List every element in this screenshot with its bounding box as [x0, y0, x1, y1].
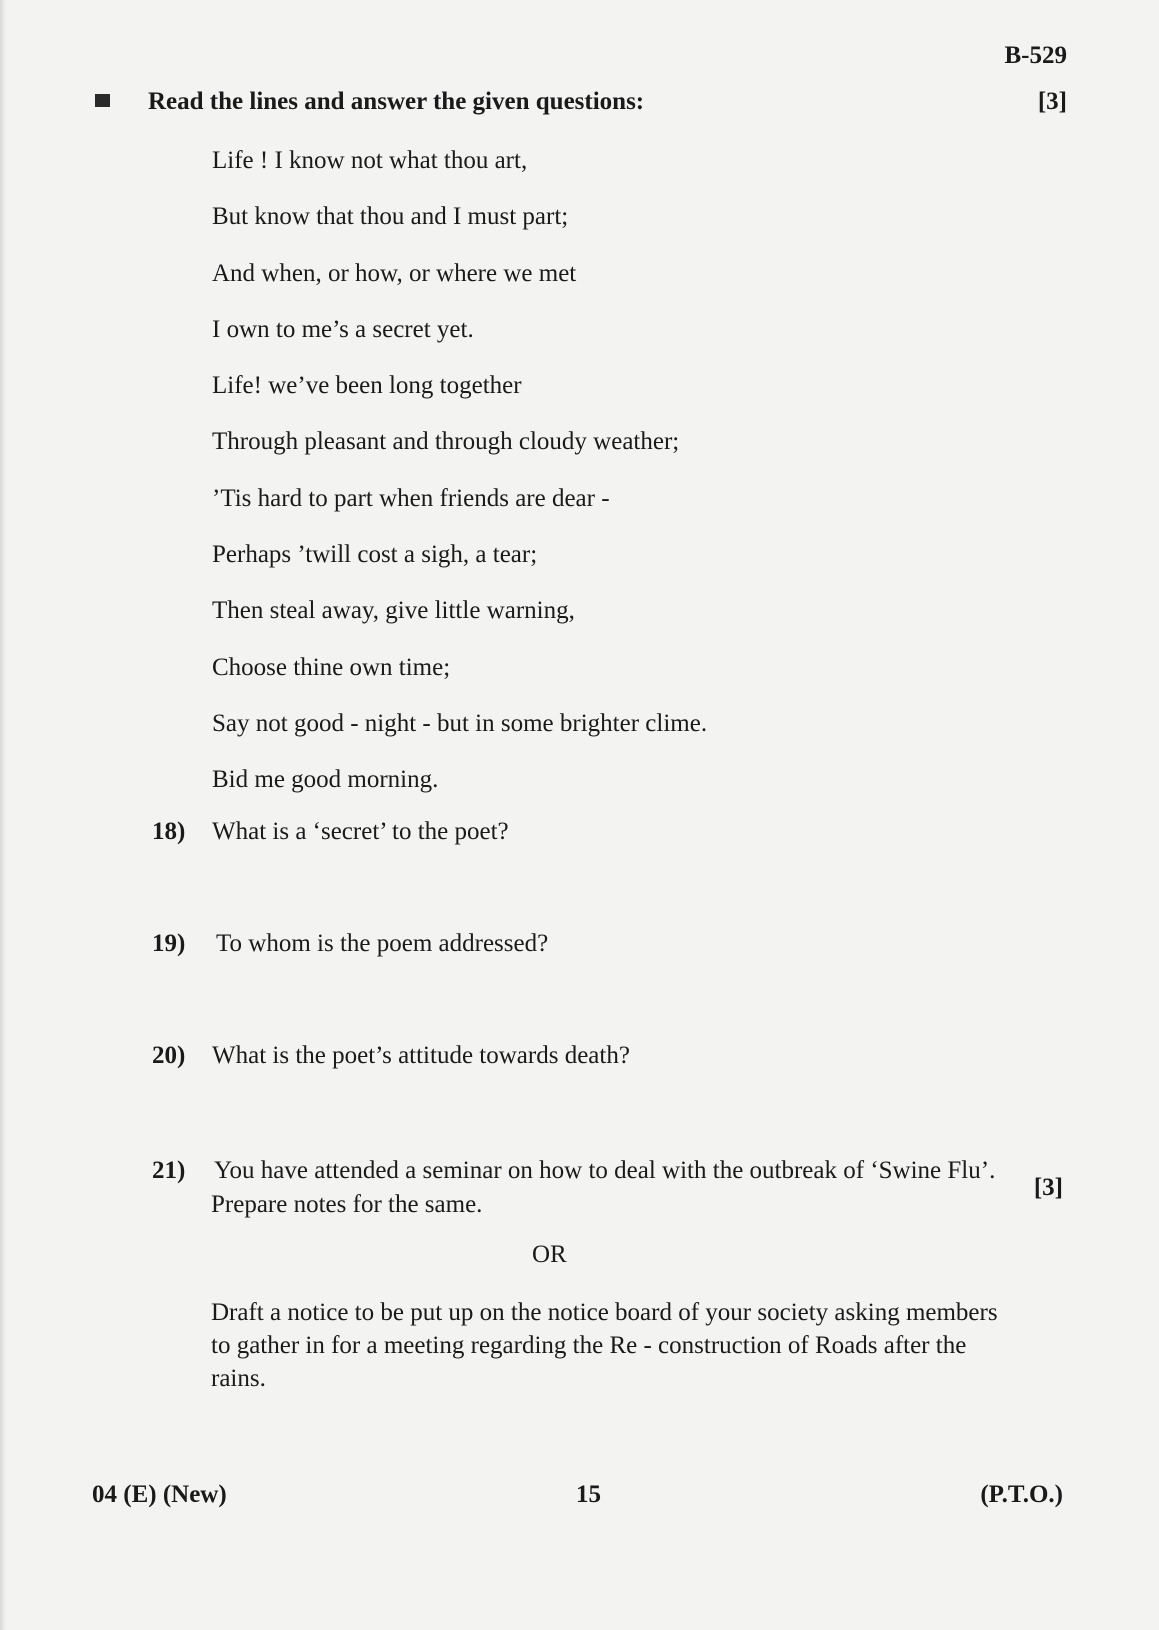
or-divider: OR: [532, 1241, 567, 1268]
section-instruction: [95, 88, 644, 116]
scan-edge: [0, 0, 6, 1630]
poem: [212, 143, 707, 819]
question-number: 20): [152, 1042, 186, 1069]
footer-subject-code: 04 (E) (New): [92, 1481, 227, 1508]
question-21: [152, 1154, 995, 1222]
question-number: 19): [152, 930, 186, 957]
poem-line: And when, or how, or where we met: [212, 259, 577, 287]
poem-line: Through pleasant and through cloudy weather;: [212, 428, 680, 456]
question-text: What is the poet’s attitude towards death?: [212, 1042, 630, 1069]
question-19: [152, 930, 548, 958]
square-bullet-icon: [95, 94, 110, 107]
poem-line: Perhaps ’twill cost a sigh, a tear;: [212, 541, 538, 569]
poem-line: Say not good - night - but in some brighter clime.: [212, 709, 708, 737]
poem-line: Bid me good morning.: [212, 766, 439, 794]
question-text: To whom is the poem addressed?: [216, 930, 549, 957]
section-marks: [3]: [1037, 88, 1067, 115]
poem-line: Life ! I know not what thou art,: [212, 147, 528, 174]
instruction-text: Read the lines and answer the given questions:: [148, 88, 645, 115]
question-number: 21): [152, 1157, 186, 1184]
page-number: 15: [576, 1481, 601, 1508]
question-text: What is a ‘secret’ to the poet?: [212, 818, 509, 845]
footer-pto: (P.T.O.): [980, 1481, 1063, 1508]
question-text-line2: Prepare notes for the same.: [211, 1191, 483, 1218]
question-20: [152, 1042, 630, 1070]
poem-line: ’Tis hard to part when friends are dear -: [212, 484, 610, 512]
question-text-line1: You have attended a seminar on how to deal with the outbreak of ‘Swine Flu’.: [214, 1157, 996, 1184]
paper-code: B-529: [1004, 42, 1067, 69]
poem-line: Then steal away, give little warning,: [212, 597, 575, 625]
question-number: 18): [152, 818, 186, 845]
poem-line: I own to me’s a secret yet.: [212, 315, 474, 343]
poem-line: Life! we’ve been long together: [212, 372, 522, 400]
alternative-question: Draft a notice to be put up on the notice board of your society asking members to gather in for a meeting regarding the Re - construction of Roads after the rains.: [211, 1299, 998, 1392]
question-21-marks: [3]: [1033, 1174, 1063, 1201]
poem-line: Choose thine own time;: [212, 653, 451, 681]
poem-line: But know that thou and I must part;: [212, 203, 569, 231]
question-18: [152, 818, 509, 846]
